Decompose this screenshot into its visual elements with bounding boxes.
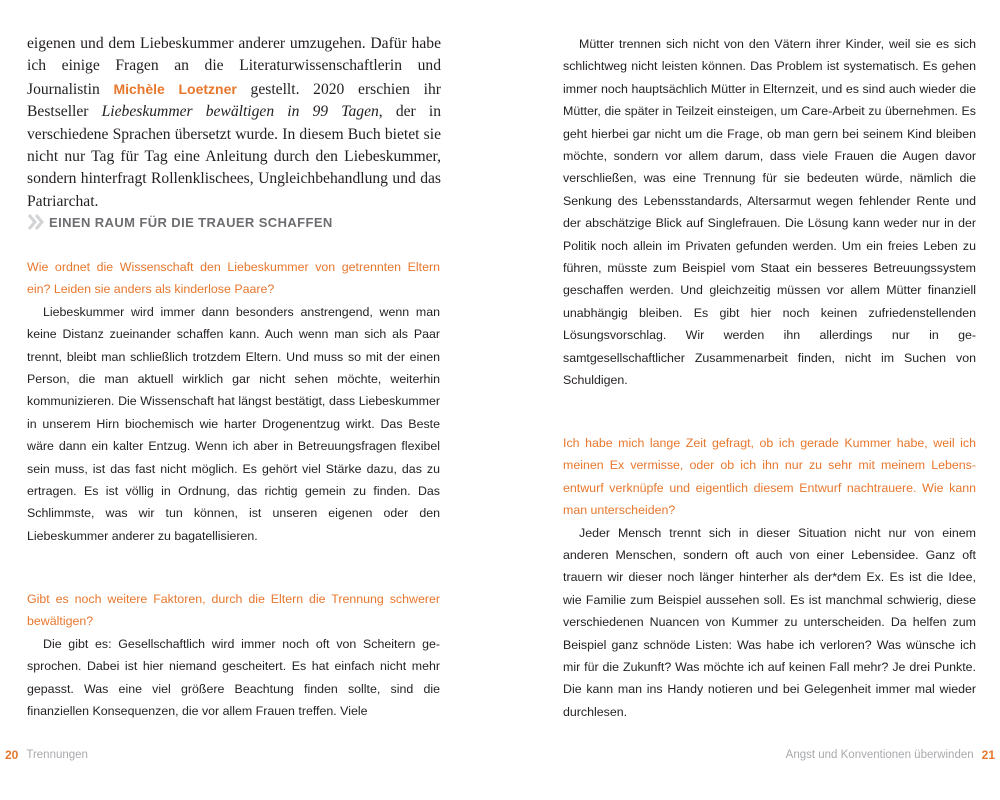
book-title: Liebeskummer bewältigen in 99 Tagen — [101, 103, 379, 121]
author-name: Michèle Loetzner — [113, 80, 237, 97]
right-page — [500, 0, 1000, 800]
intro-text-1: eigenen und dem Liebeskummer anderer umzugehen. Dafür habe ich einige Fragen an die Literaturwissenschaftlerin und Journalistin — [27, 35, 441, 98]
continued-answer: Mütter trennen sich nicht von den Vätern ihrer Kinder, weil sie es sich schlichtweg nicht leisten können. Das Problem ist systematisch. Es gehen immer noch hauptsächlich Mütter in Elternzeit, und es sind auch wieder die Mütter, die später in Teilzeit einsteigen, um Care-Arbeit zu übernehmen. Es geht hierbei gar nicht um die Frage, ob man gern bei seinem Kind bleiben möchte, sondern vor allem darum, dass viele Frauen die Augen davor verschließen, was eine Trennung für sie bedeuten würde, nämlich die Senkung des Lebensstandards, Altersarmut wegen fehlender Rente und der abschätzige Blick auf Singlefrauen. Die Lösung kann weder nur in der Politik noch allein im Privaten gefunden werden. Um ein freies Leben zu führen, müsste zum Beispiel vom Staat ein besseres Betreuungssystem geschaffen werden. Und gleichzeitig müssen vor allem Mütter finanziell unabhängig bleiben. Es gibt hier noch keinen zufriedenstellenden Lösungsvorschlag. Wir werden ihn allerdings nur in gesamtgesellschaftlicher Zusammenarbeit finden, nicht im Suchen von Schuldigen. — [563, 37, 976, 388]
intro-paragraph — [27, 33, 441, 213]
qa-block-1 — [27, 256, 440, 547]
running-head-left: Trennungen — [26, 749, 88, 761]
section-heading-text: EINEN RAUM FÜR DIE TRAUER SCHAFFEN — [49, 214, 333, 230]
answer-3: Jeder Mensch trennt sich in dieser Situation nicht nur von einem anderen Menschen, sondern oft auch von einer Lebensidee. Ganz oft trauern wir dieser noch länger hinterher als der*dem Ex. Es ist die Idee, wie Familie zum Beispiel aussehen soll. Es ist manchmal schwierig, diese verschiedenen Nuancen von Kummer zu unterscheiden. Da helfen zum Beispiel ganz schnöde Listen: Was habe ich verloren? Was wünsche ich mir für die Zukunft? Was möchte ich auf keinen Fall mehr? Je drei Punkte. Die kann man ins Handy notieren und bei Gelegenheit immer mal wieder durchlesen. — [563, 525, 976, 719]
double-chevron-icon — [27, 213, 45, 231]
footer-left — [5, 745, 88, 765]
answer-2: Die gibt es: Gesellschaftlich wird immer noch oft von Scheitern gesprochen. Dabei ist hier niemand gescheitert. Es hat einfach nicht mehr gepasst. Was eine viel größere Beachtung finden sollte, sind die finanziellen Konsequenzen, die vor allem Frauen treffen. Viele — [27, 636, 440, 719]
qa-block-2 — [27, 588, 440, 722]
footer-right — [786, 745, 995, 765]
question-1: Wie ordnet die Wissenschaft den Liebeskummer von getrennten Eltern ein? Leiden sie anders als kinderlose Paare? — [27, 260, 440, 297]
running-head-right: Angst und Konventionen überwinden — [785, 749, 974, 761]
page-number-left: 20 — [5, 748, 19, 762]
section-heading — [27, 208, 447, 236]
intro-text-3: , der in verschiedene Sprachen übersetzt wurde. In diesem Buch bietet sie nicht nur Tag für Tag eine Anleitung durch den Liebeskummer, sondern hinterfragt Rollenklischees, Ungleichbehandlung und das Patriarchat. — [27, 103, 441, 210]
question-2: Gibt es noch weitere Faktoren, durch die Eltern die Trennung schwerer bewältigen? — [27, 592, 440, 629]
answer-1: Liebeskummer wird immer dann besonders anstrengend, wenn man keine Distanz zueinander schaffen kann. Auch wenn man sich als Paar trennt, bleibt man schließlich trotzdem Eltern. Und muss so mit der einen Person, die man aktuell wirklich gar nicht sehen möchte, weiterhin kommunizieren. Die Wissenschaft hat längst bestätigt, dass Liebeskummer in unserem Hirn biochemisch wie harter Drogenentzug wirkt. Das Beste wäre dann ein kalter Entzug. Wenn ich aber in Betreuungsfragen flexibel sein muss, ist das fast nicht möglich. Es gehört viel Stärke dazu, das zu ertragen. Es ist völlig in Ordnung, das richtig gemein zu finden. Das Schlimmste, was wir tun können, ist unseren eigenen oder den Liebeskummer anderer zu bagatellisieren. — [27, 304, 440, 543]
continued-answer-block — [563, 33, 976, 392]
intro-text-2: gestellt. 2020 erschien ihr Bestseller — [27, 80, 441, 121]
qa-block-3 — [563, 432, 976, 723]
page-number-right: 21 — [981, 748, 995, 762]
question-3: Ich habe mich lange Zeit gefragt, ob ich gerade Kummer habe, weil ich meinen Ex vermisse, oder ob ich ihn nur zu sehr mit meinem Lebensentwurf verknüpfe und eigentlich diesem Entwurf nachtrauere. Wie kann man unterscheiden? — [563, 436, 976, 518]
